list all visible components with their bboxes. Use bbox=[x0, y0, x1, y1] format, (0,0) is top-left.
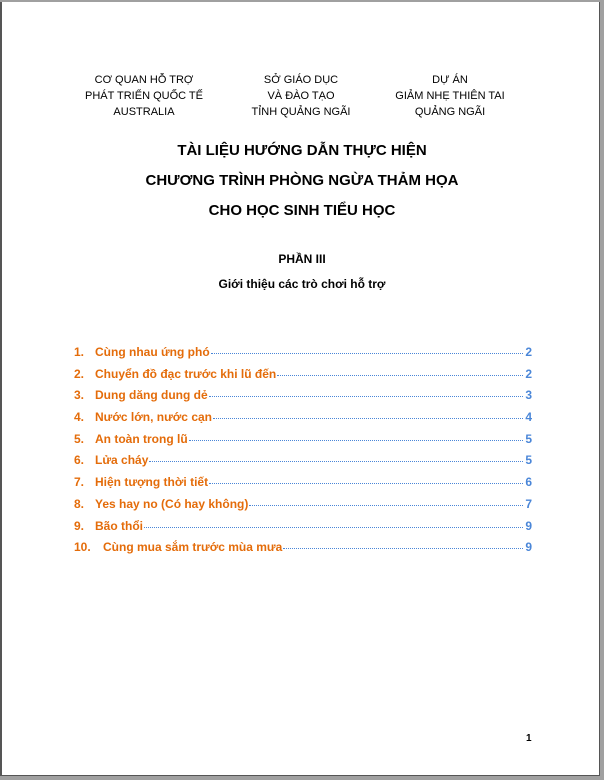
toc-entry[interactable] bbox=[74, 432, 532, 454]
header-left bbox=[59, 72, 229, 120]
toc-leader bbox=[144, 527, 523, 528]
toc-number: 4. bbox=[74, 410, 85, 425]
header-line: CƠ QUAN HỖ TRỢ bbox=[94, 74, 194, 86]
toc-label[interactable]: Dung dăng dung dẻ bbox=[95, 388, 208, 403]
toc-page: 6 bbox=[525, 475, 532, 490]
header-line: GIẢM NHẸ THIÊN TAI bbox=[395, 90, 505, 102]
toc-number: 5. bbox=[74, 431, 85, 446]
toc-leader bbox=[211, 353, 523, 354]
document-title-line: CHO HỌC SINH TIỂU HỌC bbox=[208, 202, 396, 219]
toc-label[interactable]: Cùng mua sắm trước mùa mưa bbox=[103, 540, 283, 555]
toc-number: 10. bbox=[74, 540, 91, 555]
toc-entry[interactable] bbox=[74, 388, 532, 410]
toc-label[interactable]: Yes hay no (Có hay không) bbox=[95, 496, 249, 511]
toc-label[interactable]: Chuyển đồ đạc trước khi lũ đến bbox=[95, 366, 277, 381]
toc-label[interactable]: Cùng nhau ứng phó bbox=[95, 345, 210, 359]
toc-entry[interactable] bbox=[74, 345, 532, 367]
toc-entry[interactable] bbox=[74, 367, 532, 389]
toc-leader bbox=[249, 505, 523, 506]
toc-leader bbox=[277, 375, 523, 376]
toc-entry[interactable] bbox=[74, 540, 532, 562]
header-line: PHÁT TRIỂN QUỐC TẾ bbox=[85, 90, 203, 102]
toc-number: 7. bbox=[74, 475, 85, 490]
part-subtitle: Giới thiệu các trò chơi hỗ trợ bbox=[218, 277, 386, 291]
toc-entry[interactable] bbox=[74, 475, 532, 497]
table-of-contents bbox=[74, 345, 532, 562]
header-line: SỞ GIÁO DỤC bbox=[263, 74, 339, 86]
toc-leader bbox=[213, 418, 523, 419]
toc-label[interactable]: Bão thổi bbox=[95, 518, 143, 533]
toc-number: 6. bbox=[74, 453, 85, 468]
toc-page: 2 bbox=[525, 366, 532, 381]
toc-label[interactable]: Hiện tượng thời tiết bbox=[95, 475, 209, 490]
toc-page: 4 bbox=[525, 410, 532, 425]
toc-label[interactable]: Lửa cháy bbox=[95, 453, 149, 468]
toc-number: 3. bbox=[74, 388, 85, 403]
header-line: VÀ ĐÀO TẠO bbox=[267, 90, 335, 102]
toc-number: 8. bbox=[74, 496, 85, 511]
header-line: AUSTRALIA bbox=[113, 106, 175, 118]
toc-number: 2. bbox=[74, 366, 85, 381]
toc-label[interactable]: An toàn trong lũ bbox=[95, 431, 188, 446]
header-line: QUẢNG NGÃI bbox=[414, 106, 486, 118]
document-page bbox=[0, 2, 600, 776]
toc-number: 9. bbox=[74, 518, 85, 533]
toc-entry[interactable] bbox=[74, 410, 532, 432]
toc-page: 2 bbox=[525, 345, 532, 359]
header-center bbox=[216, 72, 386, 120]
toc-leader bbox=[189, 440, 523, 441]
toc-leader bbox=[283, 548, 523, 549]
toc-entry[interactable] bbox=[74, 453, 532, 475]
toc-page: 7 bbox=[525, 496, 532, 511]
toc-page: 3 bbox=[525, 388, 532, 403]
header-right bbox=[365, 72, 535, 120]
toc-page: 9 bbox=[525, 540, 532, 555]
part-heading: PHẦN III bbox=[278, 252, 326, 266]
toc-page: 9 bbox=[525, 518, 532, 533]
toc-leader bbox=[209, 396, 523, 397]
toc-page: 5 bbox=[525, 453, 532, 468]
document-title-line: CHƯƠNG TRÌNH PHÒNG NGỪA THẢM HỌA bbox=[145, 172, 459, 189]
document-title-line: TÀI LIỆU HƯỚNG DẪN THỰC HIỆN bbox=[177, 142, 427, 159]
toc-leader bbox=[209, 483, 523, 484]
page-number: 1 bbox=[526, 733, 532, 744]
toc-entry[interactable] bbox=[74, 519, 532, 541]
toc-leader bbox=[149, 461, 523, 462]
toc-label[interactable]: Nước lớn, nước cạn bbox=[95, 410, 212, 425]
header-line: DỰ ÁN bbox=[432, 74, 468, 86]
toc-page: 5 bbox=[525, 431, 532, 446]
toc-entry[interactable] bbox=[74, 497, 532, 519]
header-line: TỈNH QUẢNG NGÃI bbox=[251, 106, 351, 118]
toc-number: 1. bbox=[74, 345, 85, 359]
